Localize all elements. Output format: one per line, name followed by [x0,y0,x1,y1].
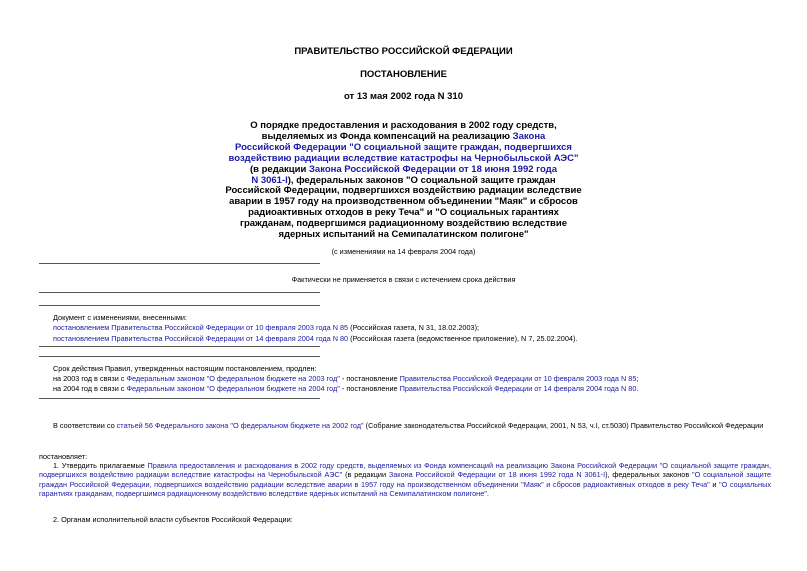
decree-85-link[interactable]: Правительства Российской Федерации от 10 февраля 2003 года N 85 [399,374,637,383]
budget-law-2003-link[interactable]: Федеральным законом "О федеральном бюджете на 2003 год" [126,374,340,383]
validity-item-2004: на 2004 год в связи с Федеральным законом "О федеральном бюджете на 2004 год" - постановление Правительства Российской Федерации от 14 февраля 2004 года N 80. [53,384,639,393]
law-3061-link[interactable]: N 3061-I [251,174,288,186]
divider [39,305,320,306]
divider [39,356,320,357]
status-note: Фактически не применяется в связи с истечением срока действия [291,275,516,284]
law-title-link[interactable]: Российской Федерации "О социальной защите граждан, подвергшихся [235,141,572,153]
document-type-heading: ПОСТАНОВЛЕНИЕ [360,69,447,80]
preamble: В соответствии со статьей 56 Федерального закона "О федеральном бюджете на 2002 год" (Собрание законодательства Российской Федерации, 2001, N 53, ч.I, ст.5030) Правительство Российской Федерации [53,421,764,430]
change-item: постановлением Правительства Российской Федерации от 10 февраля 2003 года N 85 (Российская газета, N 31, 18.02.2003); [53,323,480,332]
law-3061-ref-link[interactable]: Закона Российской Федерации от 18 июня 1992 года N 3061-I [388,470,606,480]
budget-law-2004-link[interactable]: Федеральным законом "О федеральном бюджете на 2004 год" [126,384,340,393]
law-1992-link[interactable]: Закона Российской Федерации от 18 июня 1992 года [308,163,557,175]
divider [39,292,320,293]
semipalatinsk-law-link[interactable]: "О социальных гарантиях гражданам, подвергшимся радиационному воздействию вследствие ядерных испытаний на Семипалатинском полигоне" [39,479,771,499]
decree-2004-link[interactable]: постановлением Правительства Российской Федерации от 14 февраля 2004 года N 80 [53,334,349,343]
amendment-note: (с изменениями на 14 февраля 2004 года) [331,247,476,256]
law-title-link-cont[interactable]: воздействию радиации вследствие катастрофы на Чернобыльской АЭС" [228,152,579,164]
budget-law-article-link[interactable]: статьей 56 Федерального закона "О федеральном бюджете на 2002 год" [116,421,364,430]
clause-2: 2. Органам исполнительной власти субъектов Российской Федерации: [53,515,293,524]
changes-intro: Документ с изменениями, внесенными: [53,313,187,322]
rules-link[interactable]: Правила предоставления и расходования в 2002 году средств, выделяемых из Фонда компенсаций на реализацию Закона Российской Федерации "О социальной защите граждан, подвергшихся воздействию радиации вследствие катастрофы на Чернобыльской АЭС" [39,461,771,480]
validity-intro: Срок действия Правил, утвержденных настоящим постановлением, продлен: [53,364,317,373]
decree-80-link[interactable]: Правительства Российской Федерации от 14 февраля 2004 года N 80 [399,384,637,393]
law-link[interactable]: Закона [512,130,546,142]
government-heading: ПРАВИТЕЛЬСТВО РОССИЙСКОЙ ФЕДЕРАЦИИ [294,46,513,57]
resolves: постановляет: [39,452,88,461]
clause-1: 1. Утвердить прилагаемые Правила предоставления и расходования в 2002 году средств, выделяемых из Фонда компенсаций на реализацию Закона Российской Федерации "О социальной защите граждан, подвергшихся воздействию радиации вследствие катастрофы на Чернобыльской АЭС" (в редакции Закона Российской Федерации от 18 июня 1992 года N 3061-I), федеральных законов "О социальной защите граждан Российской Федерации, подвергшихся воздействию радиации вследствие аварии в 1957 году на производственном объединении "Маяк" и сбросов радиоактивных отходов в реку Теча" и "О социальных гарантиях гражданам, подвергшимся радиационному воздействию вследствие ядерных испытаний на Семипалатинском полигоне". [39,461,772,499]
divider [39,398,320,399]
validity-item-2003: на 2003 год в связи с Федеральным законом "О федеральном бюджете на 2003 год" - постановление Правительства Российской Федерации от 10 февраля 2003 года N 85; [53,374,639,383]
document-title: О порядке предоставления и расходования в 2002 году средств, выделяемых из Фонда компенсаций на реализацию Закона Российской Федерации "О социальной защите граждан, подвергшихся воздействию радиации вследствие катастрофы на Чернобыльской АЭС" (в редакции Закона Российской Федерации от 18 июня 1992 года N 3061-I), федеральных законов "О социальной защите граждан Российской Федерации, подвергшихся воздействию радиации вследствие аварии в 1957 году на производственном объединении "Маяк" и сбросов радиоактивных отходов в реку Теча" и "О социальных гарантиях гражданам, подвергшимся радиационному воздействию вследствие ядерных испытаний на Семипалатинском полигоне" [0,121,807,241]
decree-2003-link[interactable]: постановлением Правительства Российской Федерации от 10 февраля 2003 года N 85 [53,323,349,332]
divider [39,263,320,264]
mayak-law-link[interactable]: "О социальной защите граждан Российской Федерации, подвергшихся воздействию радиации вследствие аварии в 1957 году на производственном объединении "Маяк" и сбросов радиоактивных отходов в реку Теча" [39,470,772,489]
change-item: постановлением Правительства Российской Федерации от 14 февраля 2004 года N 80 (Российская газета (ведомственное приложение), N 7, 25.02.2004). [53,334,578,343]
divider [39,346,320,347]
document-date-number: от 13 мая 2002 года N 310 [343,91,464,102]
